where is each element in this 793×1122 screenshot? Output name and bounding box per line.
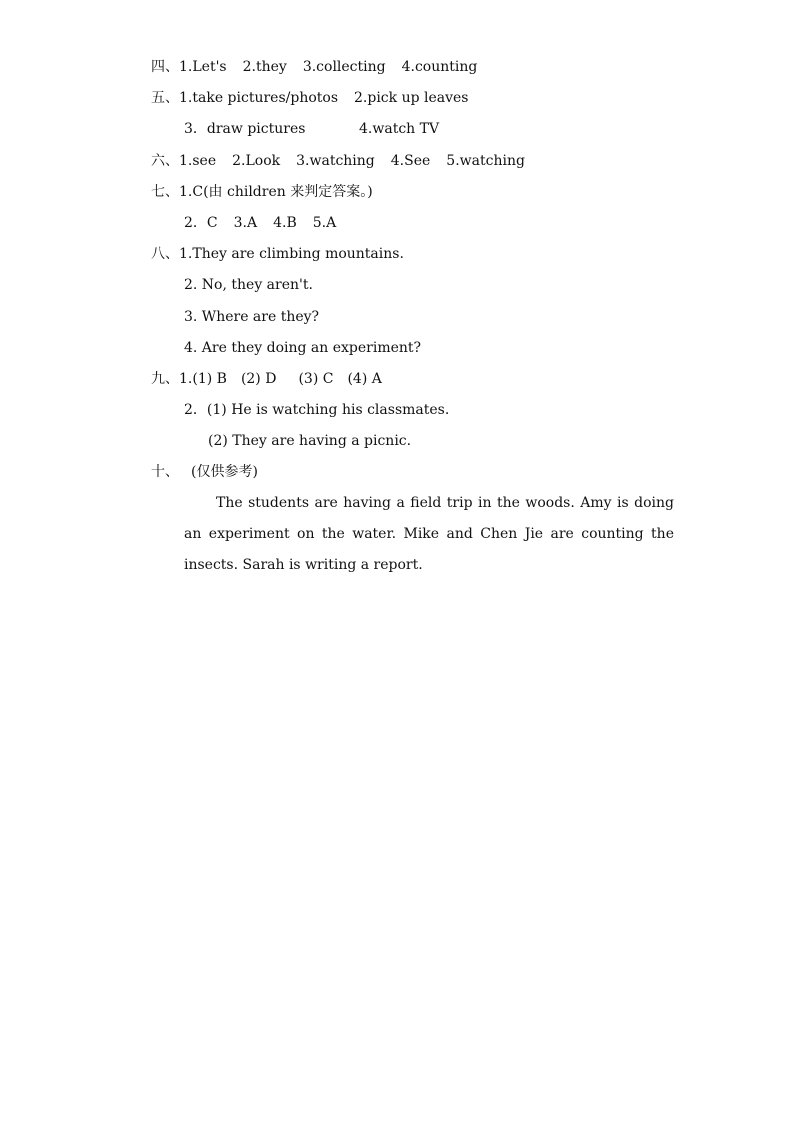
section-10 bbox=[151, 462, 258, 482]
section-8-line-2 bbox=[184, 275, 313, 295]
answer: 1.(1) B bbox=[179, 371, 227, 387]
answer: 1.They are climbing mountains. bbox=[179, 246, 404, 262]
answer: 3.A bbox=[233, 215, 258, 231]
section-9-line-3 bbox=[208, 431, 411, 451]
answer: (4) A bbox=[347, 371, 382, 387]
section-number: 十、 bbox=[151, 464, 179, 480]
answer: (2) D bbox=[240, 371, 277, 387]
answer: 1.C(由 children 来判定答案。) bbox=[179, 184, 373, 200]
section-number: 五、 bbox=[151, 90, 179, 106]
section-8-line-3 bbox=[184, 307, 319, 327]
answer: 2．(1) He is watching his classmates. bbox=[184, 402, 450, 418]
answer: 4.watch TV bbox=[359, 121, 440, 137]
section-number: 九、 bbox=[151, 371, 179, 387]
answer: 2.Look bbox=[232, 153, 281, 169]
section-6 bbox=[151, 151, 525, 171]
section-4 bbox=[151, 57, 477, 77]
section-5-line-2 bbox=[184, 119, 305, 139]
section-7-line-2 bbox=[184, 213, 336, 233]
answer: 3．draw pictures bbox=[184, 121, 306, 137]
answer: 5.watching bbox=[446, 153, 525, 169]
answer: 1.take pictures/photos bbox=[179, 90, 338, 106]
answer: 5.A bbox=[312, 215, 337, 231]
answer: 3.collecting bbox=[302, 59, 386, 75]
section-number: 六、 bbox=[151, 153, 179, 169]
section-number: 四、 bbox=[151, 59, 179, 75]
section-9 bbox=[151, 369, 382, 389]
section-number: 七、 bbox=[151, 184, 179, 200]
section-5-answer-4 bbox=[359, 119, 439, 139]
answer: 4.counting bbox=[401, 59, 478, 75]
answer: 3. Where are they? bbox=[184, 309, 320, 325]
answer: (3) C bbox=[298, 371, 334, 387]
section-9-line-2 bbox=[184, 400, 449, 420]
answer: 3.watching bbox=[296, 153, 375, 169]
answer: 2．C bbox=[184, 215, 218, 231]
section-8-line-4 bbox=[184, 338, 421, 358]
reference-note: (仅供参考) bbox=[191, 464, 258, 480]
section-7 bbox=[151, 182, 373, 202]
answer: 4.B bbox=[273, 215, 297, 231]
sample-paragraph: The students are having a field trip in the woods. Amy is doing an experiment on the water. Mike and Chen Jie are counting the insects. Sarah is writing a report. bbox=[184, 495, 674, 573]
section-5 bbox=[151, 88, 469, 108]
section-number: 八、 bbox=[151, 246, 179, 262]
answer: 2. No, they aren't. bbox=[184, 277, 313, 293]
answer: (2) They are having a picnic. bbox=[208, 433, 412, 449]
answer: 4. Are they doing an experiment? bbox=[184, 340, 422, 356]
section-8 bbox=[151, 244, 404, 264]
answer: 4.See bbox=[390, 153, 431, 169]
answer: 2.pick up leaves bbox=[354, 90, 469, 106]
answer: 2.they bbox=[242, 59, 287, 75]
answer: 1.Let's bbox=[179, 59, 227, 75]
answer: 1.see bbox=[179, 153, 217, 169]
